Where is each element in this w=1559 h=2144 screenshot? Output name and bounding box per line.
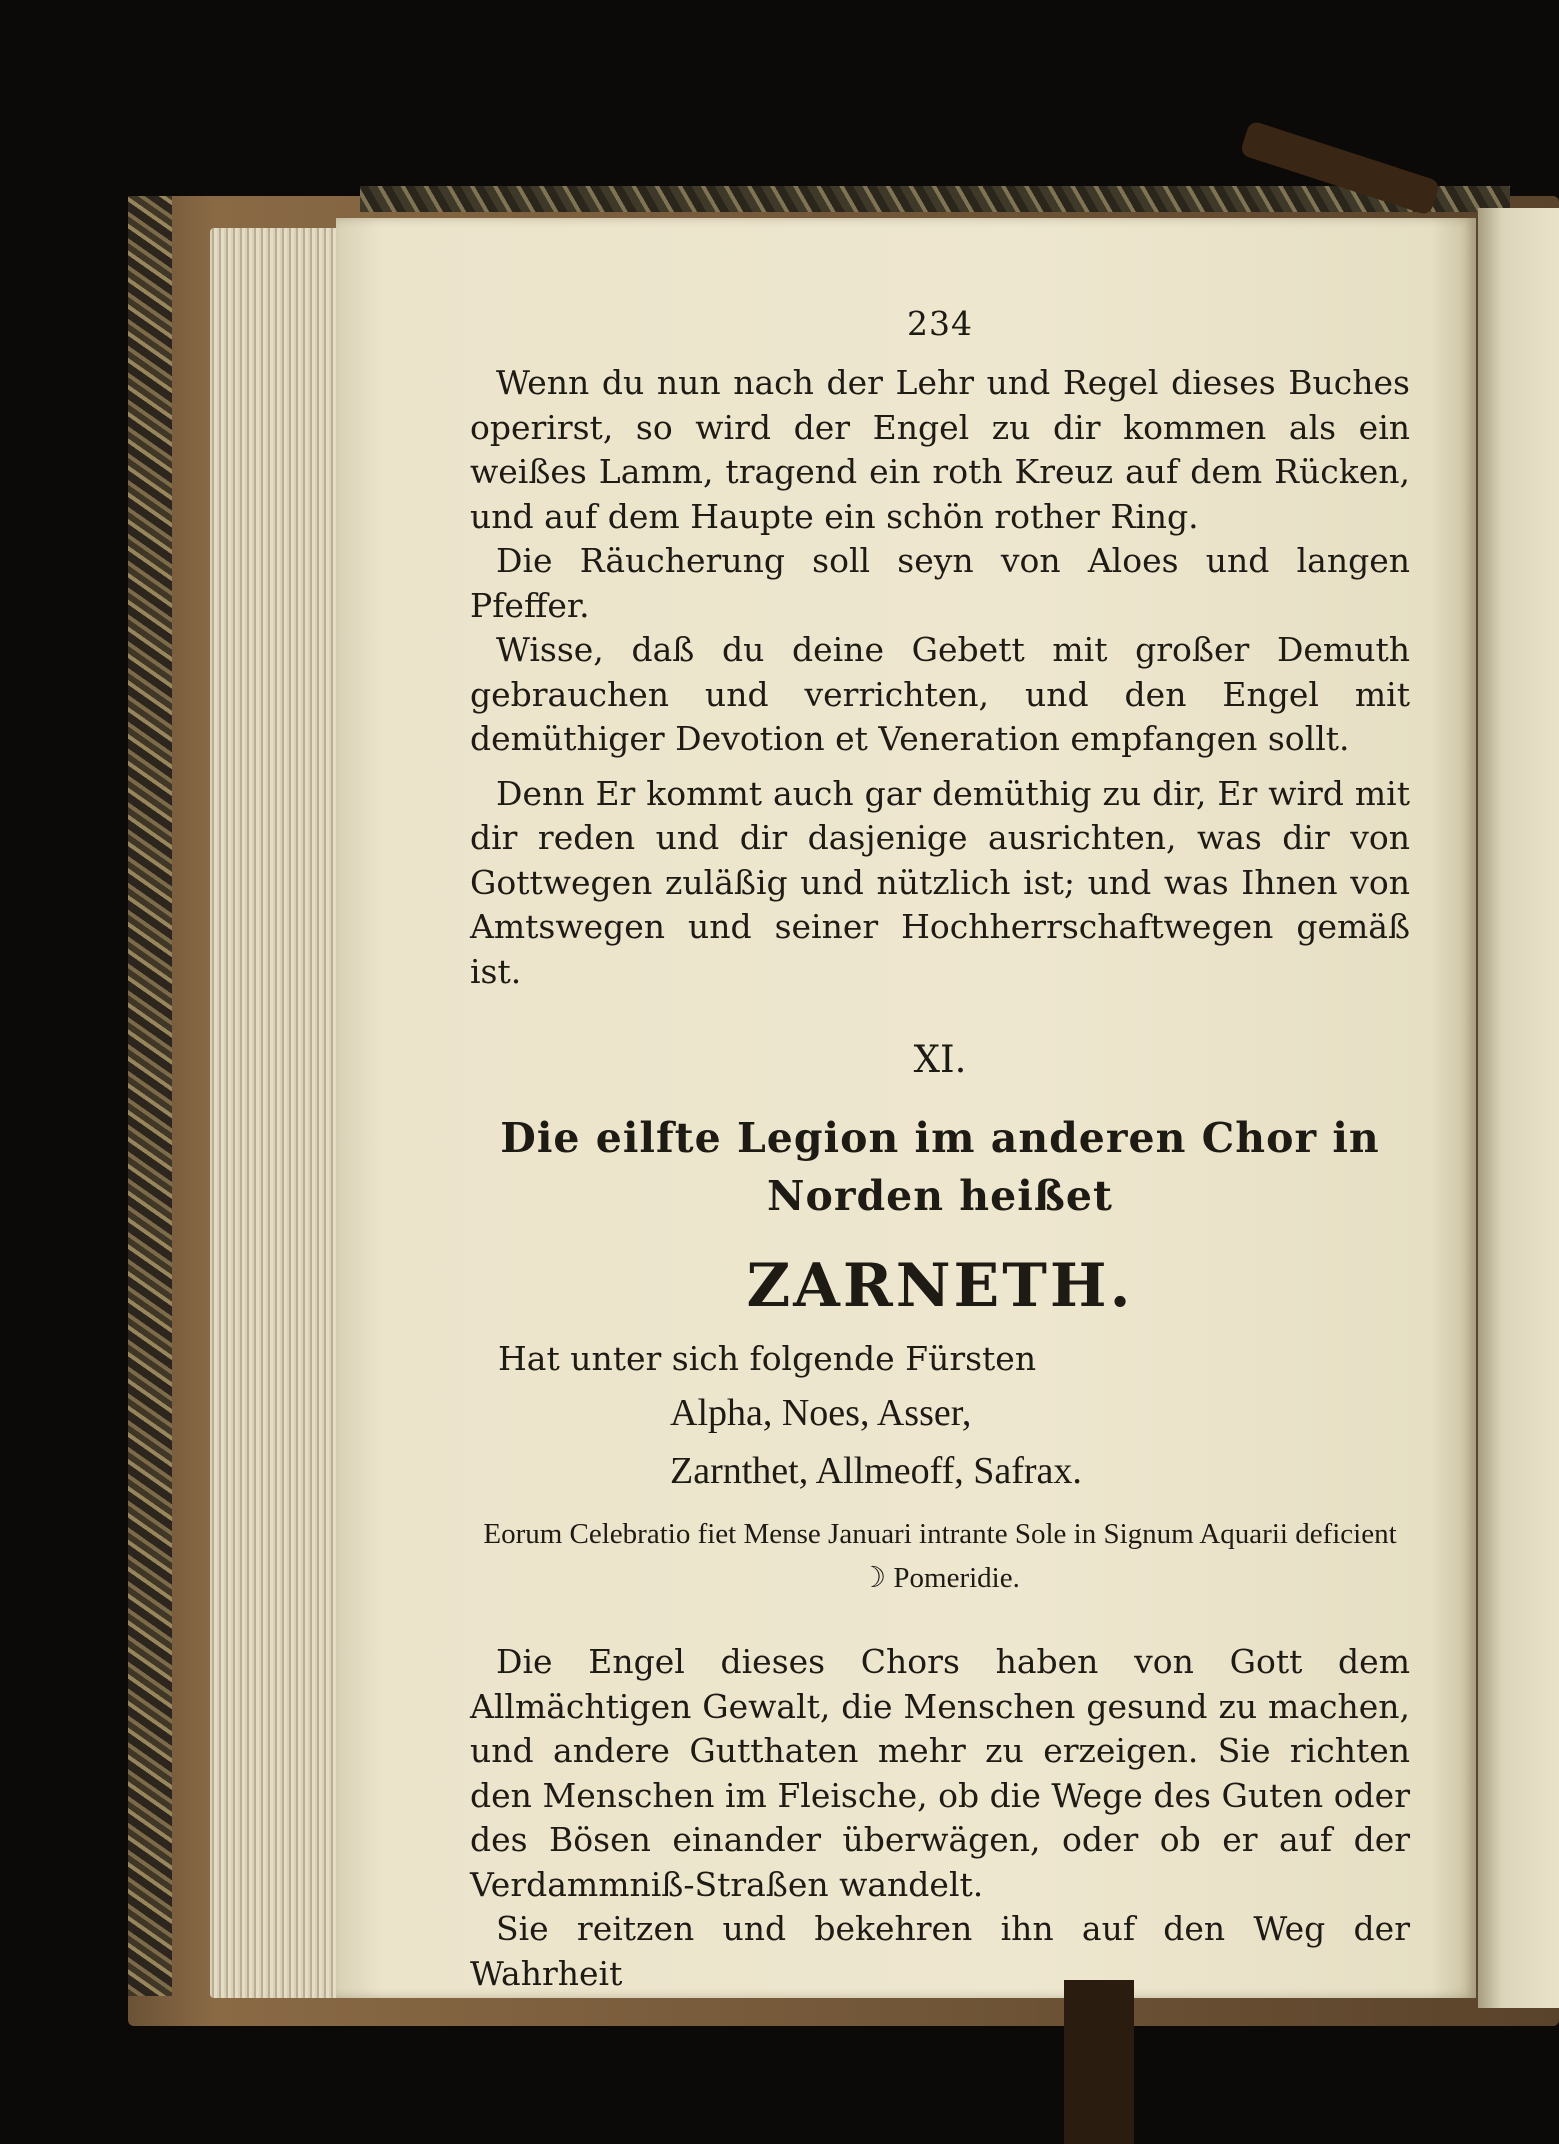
princes-intro: Hat unter sich folgende Fürsten (498, 1339, 1037, 1378)
bookmark-ribbon-bottom (1064, 1980, 1134, 2144)
paragraph: Denn Er kommt auch gar demüthig zu dir, Er wird mit dir reden und dir dasjenige ausrichten, was dir von Gottwegen zuläßig und nützlich ist; und was Ihnen von Amtswegen und seiner Hochherrschaftwegen gemäß ist. (470, 773, 1410, 991)
marbled-edge (128, 196, 172, 1996)
page-number: 234 (907, 304, 973, 343)
paragraph: Die Engel dieses Chors haben von Gott dem Allmächtigen Gewalt, die Menschen gesund zu machen, und andere Gutthaten mehr zu erzeigen. Sie richten den Menschen im Fleische, ob die Wege des Guten oder des Bösen einander überwägen, oder ob er auf der Verdammniß-Straßen wandelt. (470, 1642, 1410, 1904)
section-heading: Die eilfte Legion im anderen Chor in Norden heißet (500, 1114, 1380, 1220)
paragraph: Die Räucherung soll seyn von Aloes und langen Pfeffer. (470, 541, 1410, 625)
paragraph: Wisse, daß du deine Gebett mit großer Demuth gebrauchen und verrichten, und den Engel mit demüthiger Devotion et Veneration empfangen sollt. (470, 630, 1410, 758)
paragraph: Wenn du nun nach der Lehr und Regel dieses Buches operirst, so wird der Engel zu dir kommen als ein weißes Lamm, tragend ein roth Kreuz auf dem Rücken, und auf dem Haupte ein schön rother Ring. (470, 363, 1410, 536)
facing-page (1478, 208, 1559, 2008)
section-number: XI. (913, 1038, 967, 1081)
marbled-top-edge (360, 186, 1510, 212)
legion-name: ZARNETH. (746, 1251, 1134, 1321)
page-text (470, 290, 1410, 1996)
princes-line: Zarnthet, Allmeoff, Safrax. (670, 1450, 1082, 1492)
celebration-note: Eorum Celebratio fiet Mense Januari intrante Sole in Signum Aquarii deficient ☽ Pomeridie. (483, 1518, 1397, 1594)
paragraph: Sie reitzen und bekehren ihn auf den Weg der Wahrheit (470, 1909, 1410, 1993)
princes-list (670, 1384, 1410, 1500)
princes-line: Alpha, Noes, Asser, (670, 1392, 972, 1434)
